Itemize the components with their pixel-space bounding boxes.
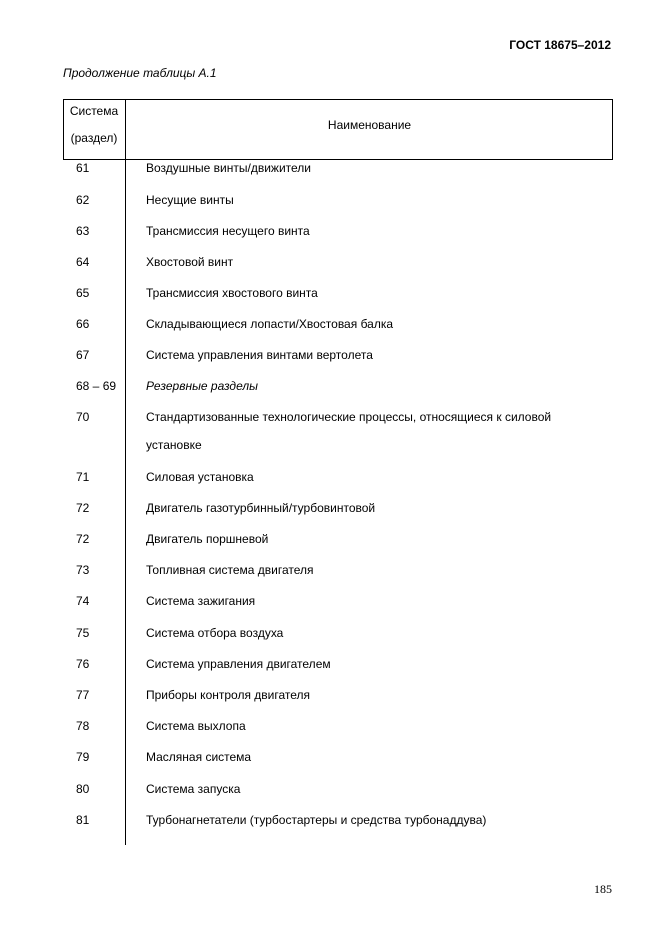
page-number: 185 xyxy=(594,882,612,896)
row-code: 74 xyxy=(76,594,90,608)
row-name: Складывающиеся лопасти/Хвостовая балка xyxy=(146,317,394,331)
row-code: 62 xyxy=(76,193,90,207)
row-code: 78 xyxy=(76,719,90,733)
row-code: 71 xyxy=(76,470,90,484)
row-name: Система зажигания xyxy=(146,594,256,608)
row-name: Система отбора воздуха xyxy=(146,626,284,640)
column-header-system: Система xyxy=(69,104,119,118)
row-name: Воздушные винты/движители xyxy=(146,161,311,175)
row-code: 61 xyxy=(76,161,90,175)
row-code: 66 xyxy=(76,317,90,331)
row-code: 81 xyxy=(76,813,90,827)
row-code: 79 xyxy=(76,750,90,764)
row-code: 76 xyxy=(76,657,90,671)
row-code: 63 xyxy=(76,224,90,238)
row-name: Масляная система xyxy=(146,750,252,764)
column-header-name: Наименование xyxy=(327,118,412,132)
row-name: Турбонагнетатели (турбостартеры и средства турбонаддува) xyxy=(146,813,487,827)
row-code: 67 xyxy=(76,348,90,362)
row-code: 70 xyxy=(76,410,90,424)
column-header-system-section: (раздел) xyxy=(70,131,118,145)
row-code: 65 xyxy=(76,286,90,300)
row-code: 72 xyxy=(76,501,90,515)
row-name: Несущие винты xyxy=(146,193,234,207)
row-name: Хвостовой винт xyxy=(146,255,234,269)
row-code: 72 xyxy=(76,532,90,546)
table-column-divider xyxy=(125,99,126,845)
row-name: Трансмиссия хвостового винта xyxy=(146,286,318,300)
row-code: 75 xyxy=(76,626,90,640)
row-code: 68 – 69 xyxy=(76,379,117,393)
row-name: Трансмиссия несущего винта xyxy=(146,224,310,238)
row-name: Топливная система двигателя xyxy=(146,563,314,577)
row-name: Двигатель поршневой xyxy=(146,532,269,546)
row-code: 73 xyxy=(76,563,90,577)
row-code: 77 xyxy=(76,688,90,702)
row-name-continuation: установке xyxy=(146,438,202,452)
table-continuation-caption: Продолжение таблицы А.1 xyxy=(63,66,217,80)
row-name: Система запуска xyxy=(146,782,241,796)
row-name: Система управления винтами вертолета xyxy=(146,348,373,362)
row-name: Двигатель газотурбинный/турбовинтовой xyxy=(146,501,376,515)
row-name: Стандартизованные технологические процессы, относящиеся к силовой xyxy=(146,410,552,424)
row-name: Система управления двигателем xyxy=(146,657,331,671)
document-standard-header: ГОСТ 18675–2012 xyxy=(509,38,611,52)
row-code: 64 xyxy=(76,255,90,269)
row-name: Резервные разделы xyxy=(146,379,258,393)
row-name: Система выхлопа xyxy=(146,719,246,733)
row-name: Силовая установка xyxy=(146,470,254,484)
row-name: Приборы контроля двигателя xyxy=(146,688,311,702)
row-code: 80 xyxy=(76,782,90,796)
